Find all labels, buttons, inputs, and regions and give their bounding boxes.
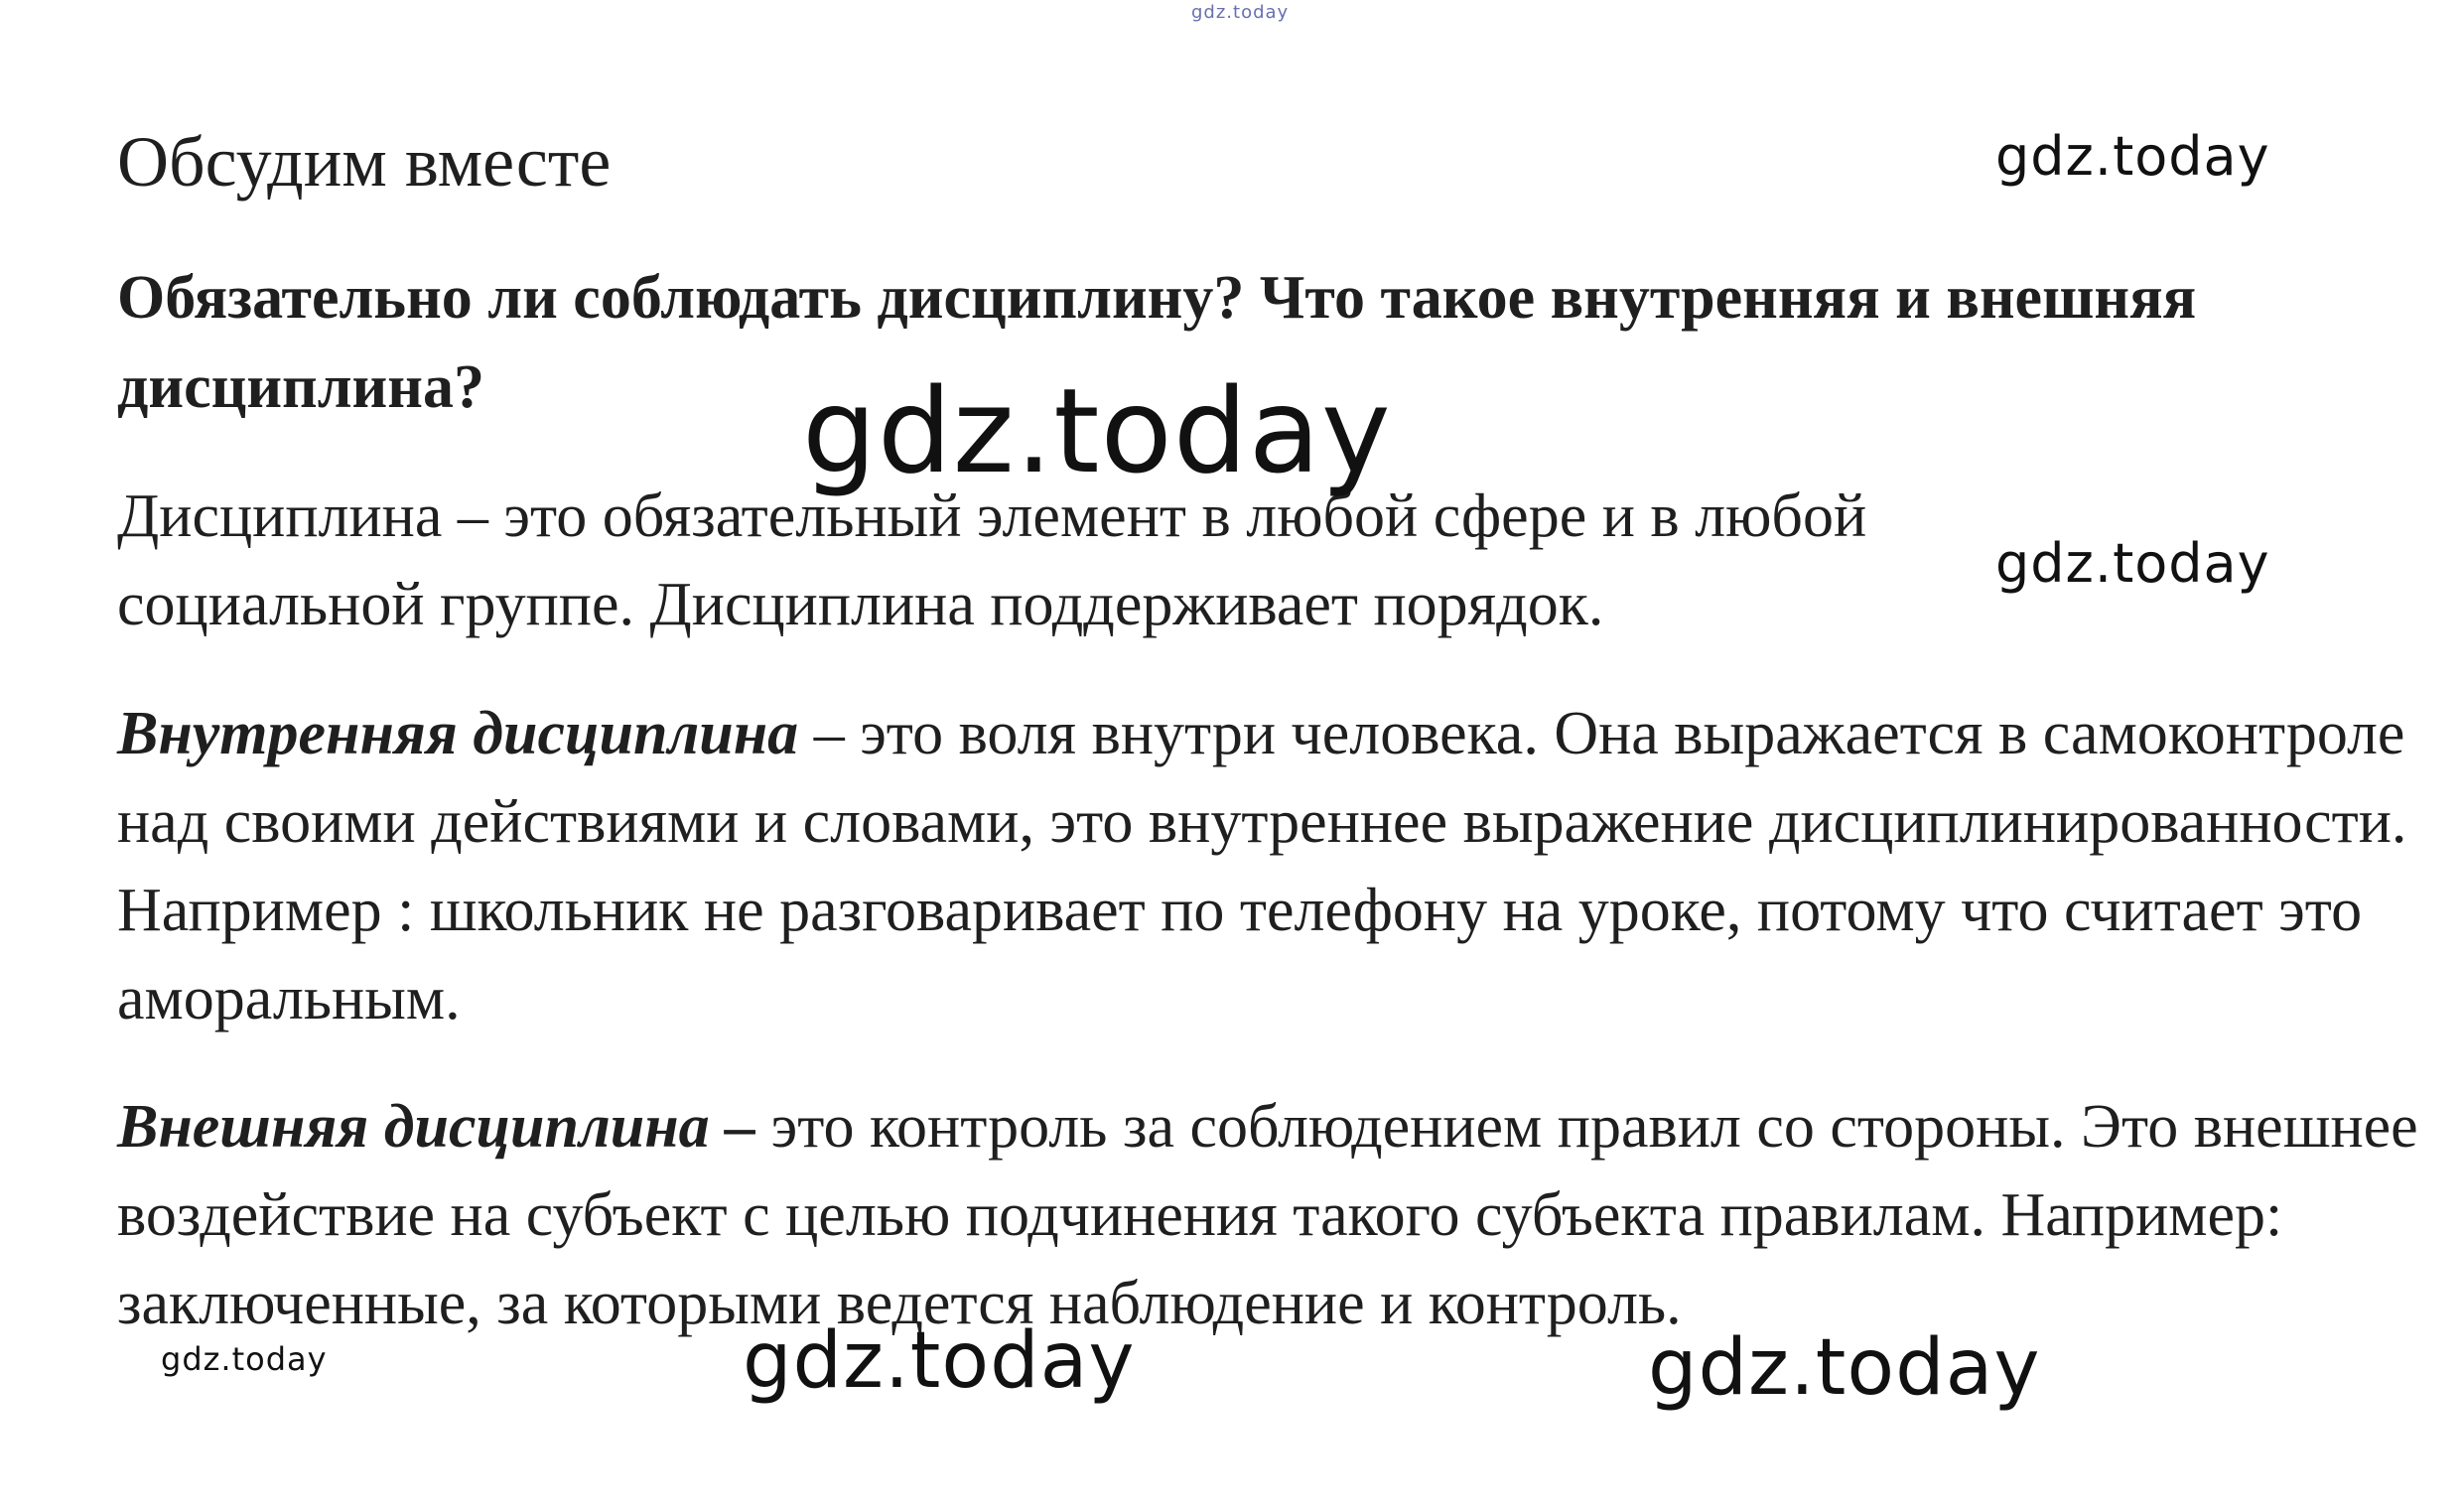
watermark-center: gdz.today — [802, 362, 1392, 499]
internal-discipline-text: – это воля внутри человека. Она выражается в самоконтроле над своими действиями и словами, это внутреннее выражение дисциплинированности. Например : школьник не разговаривает по телефону на уроке, потому что считает это аморальным. — [117, 700, 2407, 1032]
term-internal-discipline: Внутренняя дисциплина — [117, 700, 799, 767]
paragraph-external-discipline — [117, 1083, 2440, 1348]
external-discipline-text: это контроль за соблюдением правил со стороны. Это внешнее воздействие на субъект с целью подчинения такого субъекта правилам. Например: заключенные, за которыми ведется наблюдение и контроль. — [117, 1093, 2418, 1337]
section-heading: Обсудим вместе — [117, 122, 612, 202]
watermark-bottom-left: gdz.today — [161, 1340, 328, 1378]
paragraph-internal-discipline — [117, 690, 2440, 1043]
term-external-discipline: Внешняя дисциплина – — [117, 1093, 756, 1161]
watermark-bottom-center: gdz.today — [743, 1316, 1136, 1406]
paragraph-discipline-definition: Дисциплина – это обязательный элемент в любой сфере и в любой социальной группе. Дисциплина поддерживает порядок. — [117, 482, 1867, 638]
watermark-top: gdz.today — [1191, 2, 1290, 23]
watermark-right-middle: gdz.today — [1995, 532, 2270, 595]
discussion-question: Обязательно ли соблюдать дисциплину? Что такое внутренняя и внешняя дисциплина? — [117, 264, 2197, 421]
watermark-bottom-right: gdz.today — [1648, 1323, 2041, 1413]
watermark-right-top: gdz.today — [1995, 125, 2270, 188]
